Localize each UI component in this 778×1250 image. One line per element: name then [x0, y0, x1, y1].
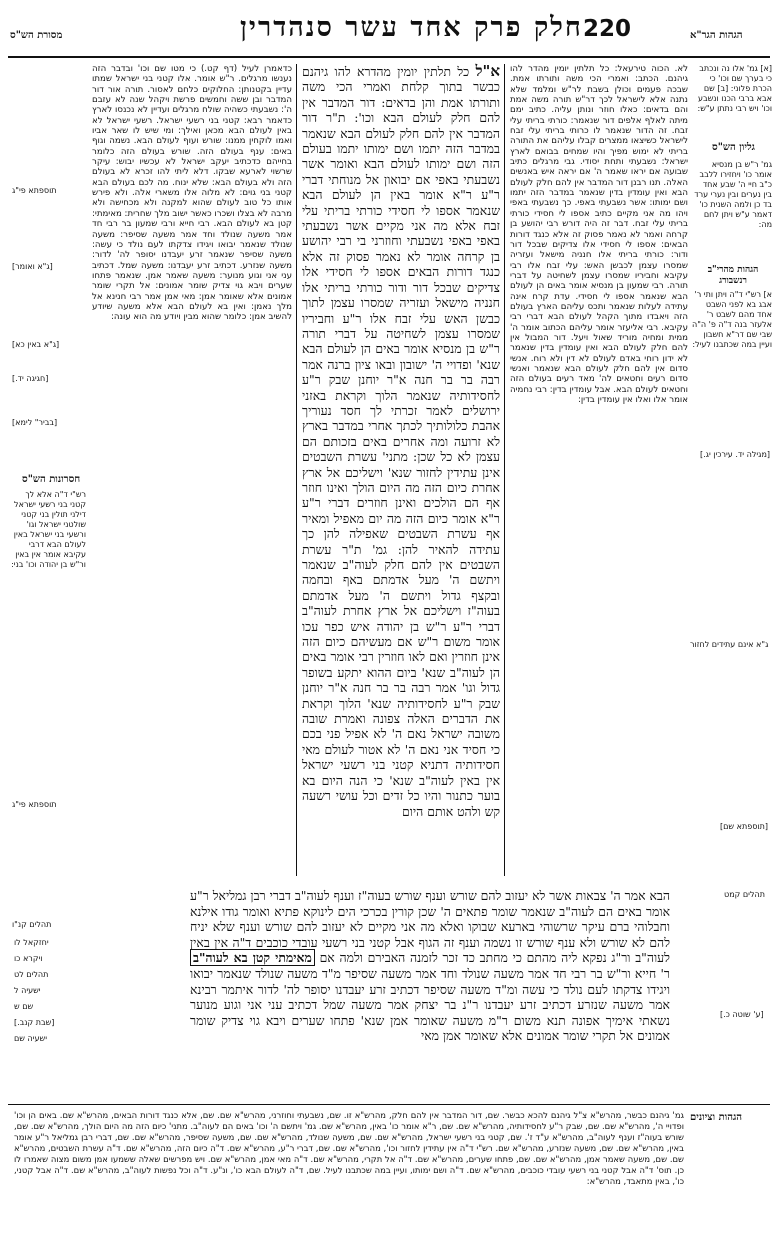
rashi-divider [504, 64, 505, 876]
right-note-5: תהלים קמט [724, 890, 765, 899]
footer-rule [8, 1104, 770, 1105]
header-rule [8, 56, 770, 58]
page-number: 220 [583, 16, 632, 42]
left-note-11: ישעיה ל [14, 986, 41, 995]
tosafot-commentary [92, 64, 292, 878]
left-note-9: ויקרא כו [14, 954, 43, 963]
right-note-2: ג"א אינם עתידים לחזור [690, 640, 769, 649]
page-title: חלק פרק אחד עשר סנהדרין [240, 12, 583, 43]
hagahot-text: א] רש"י ד"ה ויתן ותי ר' אבג בא לפני השבט אחד מהם לשבט ר' אלעזר בנה ד"ה פ' ה"ה שבי שם דר"א חשבון ועיין במה שכתבנו לעיל: [691, 290, 772, 349]
rashi-text: לא. הכוה טירעאל: כל תלתין יומין מהדר להו גיהנם. הכתב: ואמרי הכי משה ותורתו אמת. שבכה פעמים וכולן בשבת לר"ש ומלמד שלא נתנה אלא לישראל לכך דר"ש תורה משה אמת והם בדאים: כאלו חוזר ונותן עליה. כתיב ימם מיתה לאלף אלפים דור שנאמר: כורתי בריתי עלי זבח. זה הדור שנאמר לו כרותי בריתי עלי זבח לישראל כשיצאו ממצרים קבלו עליהם את התורה בריתי לא ימוש מפיך והיו שמחים בבואם לארץ ישראל: נשבעתי ותחת יסודי. גבי מרגלים כתיב שבועה אם יראו שאמר ה' אם יראה איש באנשים האלה. תנו רבנן דור המדבר אין להם חלק לעולם הבא ואין עומדין בדין שנאמר במדבר הזה יתמו ושם ימותו: אשר נשבעתי באפי. כך נשבעתי באפי ויהו מה אני מקיים כתיב אספו לי חסידי כורתי בריתי עלי זבח. דבר זה היה דורש רבי יהושע בן קרחה ואמר לא נאמר פסוק זה אלא כנגד דורות הבאים: אספו לי חסידי אלו צדיקים שבכל דור ודור: כורתי בריתי אלו חנניה מישאל ועזריה שמסרו עצמן לכבשן האש: עלי זבח אלו רבי עקיבא וחביריו שמסרו עצמן לשחיטה על דברי תורה. רבי שמעון בן מנסיא אומר באים הן לעולם הבא שנאמר אספו לי חסידי. עדת קרח אינה עתידה לעלות שנאמר ותכס עליהם הארץ בעולם הזה ויאבדו מתוך הקהל לעולם הבא דברי רבי עקיבא. רבי אליעזר אומר עליהם הכתוב אומר ה' ממית ומחיה מוריד שאול ויעל. דור המבול אין להם חלק לעולם הבא ואין עומדין בדין שנאמר לא ידון רוחי באדם לעולם לא דין ולא רוח. אנשי סדום אין להם חלק לעולם הבא שנאמר ואנשי סדום רעים וחטאים לה' מאד רעים בעולם הזה וחטאים לעולם הבא. אבל עומדין בדין: רבי נחמיה אומר אלו ואלו אין עומדין בדין: [510, 64, 688, 405]
left-note-10: תהלים לט [14, 970, 49, 979]
left-note-12: שם ש [14, 1002, 34, 1011]
hagahot-hagra-label: הגהות הגר"א [690, 30, 743, 41]
opening-word: א"ל [475, 62, 500, 80]
main-gemara-text [302, 64, 500, 878]
left-note-4: [חגיגה יד.] [12, 374, 49, 383]
left-note-3: [ג"א באין כא] [12, 340, 60, 349]
left-note-7: תהלים קנ"ו [12, 920, 52, 929]
footer-notes: גמ' גיהנם כבשר, מהרש"א צ"ל גיהנם להכא כבשר. שם, דור המדבר אין להם חלק, מהרש"א זו. שם, נשבעתי וחוזרני, מהרש"א שם. שם, אלא כנגד דורות הבאים, מהרש"א שם. באים הן וכו' ופדויי ה', מהרש"א שם. שם, שבק ר"ע לחסידותיה, מהרש"א שם. שם, ר"א אומר כו' באין, מהרש"א שם. גמ' ויתשם ה' וכו' באים הם לעוה"ב. מתני' כיום הזה מה היום הולך, מהרש"א שם. שם, שורש בעוה"ז וענף לעוה"ב, מהרש"א ע"ד ז'. שם, קטני בני רשעי ישראל, מהרש"א שם. שם, משעה שנולד, מהרש"א שם. שם, משעה שסיפר, מהרש"א שם. שם, דברי רבן גמליאל ר"ע אומר באין, מהרש"א שם. שם, משעה שנזרע, מהרש"א שם. רש"י ד"ה אין עתידין לחזור וכו', מהרש"א שם. שם, דברי ר"ע, מהרש"א שם. ד"ה כיום הזה, מהרש"א שם. ד"ה עשרת השבטים, מהרש"א שם. שם, משעה שאמר אמן, מהרש"א שם. שם, פתחו שערים, מהרש"א שם. ד"ה אל תקרי, מהרש"א שם. ד"ה מאי אמן, מהרש"א שם. ויש מפרשים שאלה ששמעו אמן משום מצוה שאמרו לו כן. תוס' ד"ה אבל קטני בני רשעי עובדי כוכבים, מהרש"א שם. ד"ה ושם ימותו, ועיין במה שכתבנו לעיל. שם, ד"ה לעולם הבא כו', ונ"ע. ד"ה וכל נפשות לעוה"ב, מהרש"א שם. ד"ה אבל קטני, כו', באין מתאבד, מהרש"א: [14, 1110, 684, 1186]
tosafot-divider [296, 64, 297, 876]
chesronot-title: חסרונות הש"ס [22, 474, 81, 485]
left-note-1: תוספתא פי"ג [12, 186, 57, 195]
left-note-8: יחזקאל לו [14, 938, 49, 947]
footer-title: הגהות וציונים [690, 1112, 743, 1123]
right-note-1: [מגילה יד. עירכין יג.] [700, 450, 771, 459]
continuation-text-2: ר' חייא ור"ש בר רבי חד אמר משעה שנולד וחד אמר משעה שסיפר מ"ד משעה שנולד שנאמר יבואו ויגידו צדקתו לעם נולד כי עשה ומ"ד משעה שסיפר דכתיב זרע יעבדנו יסופר לה' לדור איתמר רבינא אמר משעה שנזרע דכתיב זרע יעבדנו ר"נ בר יצחק אמר משעה שמל דכתיב עני אני וגוע מנוער נשאתי אימיך אפונה תנא משום ר"מ משעה שאומר אמן שנא' פתחו שערים ויבא גוי צדיק שומר אמונים אל תקרי שומר אמונים אלא שאומר אמן מאי [190, 965, 670, 1044]
gemara-continuation [190, 888, 670, 1088]
hagra-note: [א] גמ' אלו נה ונכתב כי בערך שם וכו' כי הכרת פלוני: [ב] שם אבא ברבי הכנו ונשבע וכו' ויש רבי נתתן ע"ש: [697, 64, 772, 113]
right-note-4: [ע' שוטה כ.] [720, 1010, 764, 1019]
chesronot-text: רש"י ד"ה אלא לך קטני בני רשעי ישראל דילני תולין בני קטני שולטני ישראל וגו' ורשעי בני ישראל באין לעולם הבא דרבי עקיבא אומר אין באין ור"ש בן יהודה וכו' בני: [11, 490, 86, 569]
left-note-5: [בביר" לימא] [12, 418, 58, 427]
gemara-body: כל תלתין יומין מהדרא להו גיהנם כבשר בתוך קלחת ואמרי הכי משה ותורתו אמת והן בדאים: דור המדבר אין להם חלק לעולם הבא וכו': ת"ר דור המדבר אין להם חלק לעולם הבא שנאמר במדבר הזה יתמו ושם ימותו יתמו בעולם הזה ושם ימותו לעולם הבא ואומר אשר נשבעתי באפי אם יבואון אל מנוחתי דברי ר"ע ר"א אומר באין הן לעולם הבא שנאמר אספו לי חסידי כורתי בריתי עלי זבח אלא מה אני מקיים אשר נשבעתי באפי באפי נשבעתי וחוזרני בי רבי יהושע בן קרחה אומר לא נאמר פסוק זה אלא כנגד דורות הבאים אספו לי חסידי אלו צדיקים שבכל דור ודור כורתי בריתי אלו חנניה מישאל ועזריה שמסרו עצמן לתוך כבשן האש עלי זבח אלו ר"ע וחביריו שמסרו עצמן לשחיטה על דברי תורה ר"ש בן מנסיא אומר באים הן לעולם הבא שנא' ופדויי ה' ישובון ובאו ציון ברנה אמר רבה בר בר חנה א"ר יוחנן שבק ר"ע לחסידותיה שנאמר הלוך וקראת באזני ירושלים לאמר זכרתי לך חסד נעוריך אהבת כלולותיך לכתך אחרי במדבר בארץ לא זרועה ומה אחרים באים בזכותם הם עצמן לא כל שכן: מתני' עשרת השבטים אינן עתידין לחזור שנא' וישליכם אל ארץ אחרת כיום הזה מה היום הולך ואינו חוזר אף הם הולכים ואינן חוזרים דברי ר"ע ר"א אומר כיום הזה מה יום מאפיל ומאיר אף עשרת השבטים שאפילה להן כך עתידה להאיר להן: גמ' ת"ר עשרת השבטים אין להם חלק לעוה"ב שנאמר ויתשם ה' מעל אדמתם באף ובחמה ובקצף גדול ויתשם ה' מעל אדמתם בעוה"ז וישליכם אל ארץ אחרת לעוה"ב דברי ר"ע ר"ש בן יהודה איש כפר עכו אומר משום ר"ש אם מעשיהם כיום הזה אינן חוזרין ואם לאו חוזרין רבי אומר באים הן לעוה"ב שנא' ביום ההוא יתקע בשופר גדול וגו' אמר רבה בר בר חנה א"ר יוחנן שבק ר"ע לחסידותיה שנא' הלוך וקראת את הדברים האלה צפונה ואמרת שובה משובה ישראל נאם ה' לא אפיל פני בכם כי חסיד אני נאם ה' לא אטור לעולם מאי חסידותיה דתניא קטני בני רשעי ישראל אין באין לעוה"ב שנא' כי הנה היום בא בוער כתנור והיו כל זדים וכל עושי רשעה קש ולהט אותם היום [302, 64, 500, 819]
gilyon-text: גמ' ר"ש בן מנסיא אומר כו' ויחזירו ללבב כ"ב חיי ה' שבע אחד בין נערים ובין נערי ערד בד כן ולמה השנית כו' דאמר ע"ש ויתן לחם מה: [694, 160, 772, 229]
tosafot-text: כדאמרן לעיל (דף קט.) כי מטו שם וכו' ובדבר הזה נענשו מרגלים. ר"ש אומר. אלו קטני בני ישראל שמתו עדיין בקטנותן: החלוקים כלחם לאסור. תורה אור דור המדבר ובן ששה וחמשים פרשת ויקהל שנה לא עזבם ה': נשבעתי כשהיה שולח מרגלים ועדיין לא נכנסו לארץ כדאמר רבא: קטני בני רשעי ישראל. רשעי ישראל לא באין לעולם הבא מכאן ואילך: ומי שיש לו שאר אביו ואמו לוקחין ממנו: שורש ועוף לעולם הבא. נשמה וגוף באים: ענף בעולם הזה. שורש בעולם הזה כלומר בחייהם כדכתיב יעקב ישראל לא עכשיו יבוש: עיקר שרשוי לארעא שבקו. דלא ליתי להו זכרא לא בעולם הזה ולא בעולם הבא: שלא ינוח. מה לכם בעולם הבא קטני בני גוים: לא מלוה אלו משארי אלה. ולא פירש אותו כל טוב לעולם שהוא למקנה ולא מכחישה ולא מרבה לא בצלו ושכרו כאשר ישוב מלך שחרית: מאימתי: קטן בא לעולם הבא. רבי חייא ורבי שמעון בר רבי חד אמר משעה שנולד וחד אמר משעה שסיפר: משעה שנולד שנאמר יבואו ויגידו צדקתו לעם נולד כי עשה: משעה שסיפר שנאמר זרע יעבדנו יסופר לה' לדור: משעה שנזרע. דכתיב זרע יעבדנו: משעה שמל. דכתיב עני אני וגוע מנוער: משעה שאמר אמן. שנאמר פתחו שערים ויבא גוי צדיק שומר אמונים: אל תקרי שומר אמונים אלא שאומר אמן: מאי אמן אמר רבי חנינא אל מלך נאמן: ואין בא לעולם הבא אלא משעה שיודע להשיב אמן: כלומר שהוא מבין ויודע מה הוא עונה: [92, 64, 292, 323]
left-note-6: תוספתא פי"ג [12, 800, 57, 809]
left-note-13: [שבת קנב.] [14, 1018, 55, 1027]
gilyon-title: גליון הש"ס [712, 142, 755, 153]
left-note-14: ישעיה שם [14, 1034, 47, 1043]
masoret-hashas-label: מסורת הש"ס [10, 30, 63, 41]
continuation-text: הבא אמר ה' צבאות אשר לא יעזוב להם שורש וענף שורש בעוה"ז וענף לעוה"ב דברי רבן גמליאל ר"ע אומר באים הם לעוה"ב שנאמר שומר פתאים ה' שכן קורין בכרכי הים לינוקא פתיא ואומר גודו אילנא וחבלוהי ברם עיקר שרשוהי בארעא שבוקו ואלא מה אני מקיים לא יעזוב להם שורש וענף שלא יניח להם לא שורש ולא ענף שורש זו נשמה וענף זה הגוף אבל קטני בני רשעי עובדי כוכבים ד"ה אין באין לעוה"ב ור"ג נפקא ליה מהתם כי מחתב כד זכר לזמנה האבירם ולמה אם [190, 888, 670, 966]
boxed-heading: מאימתי קטן בא לעוה"ב [190, 949, 315, 966]
left-note-2: [ג"א ואומר] [12, 262, 53, 271]
rashi-commentary [510, 64, 688, 876]
hagahot-title: הגהות מהרי"ב רנשבורג [707, 265, 759, 286]
right-note-3: [תוספתא שם] [720, 822, 768, 831]
page-header [0, 8, 778, 58]
